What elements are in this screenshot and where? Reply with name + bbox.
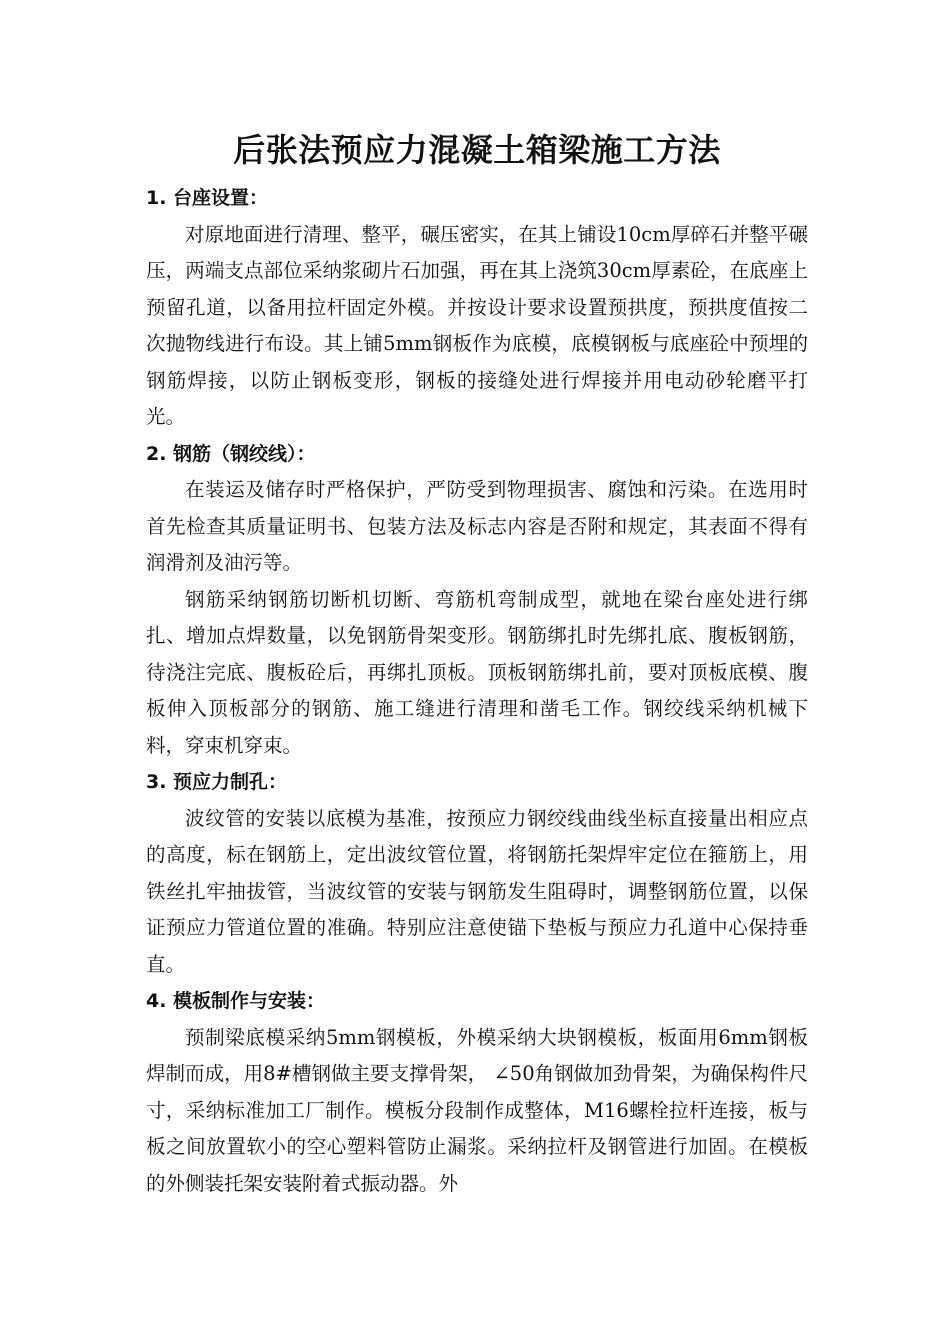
section-heading: 4. 模板制作与安装： [146,990,326,1012]
section-formwork [146,983,808,1202]
section-heading: 1. 台座设置： [146,187,269,209]
section-heading: 2. 钢筋（钢绞线）： [146,442,316,465]
document-page [146,126,808,1202]
document-title: 后张法预应力混凝土箱梁施工方法 [233,131,721,169]
section-pedestal-setup [146,180,808,436]
paragraph: 预制梁底模采纳5mm钢模板，外模采纳大块钢模板，板面用6mm钢板焊制而成，用8#槽钢做主要支撑骨架， ∠50角钢做加劲骨架，为确保构件尺寸，采纳标准加工厂制作。模板分段制作成整体，M16螺栓拉杆连接，板与板之间放置软小的空心塑料管防止漏浆。采纳拉杆及钢管进行加固。在模板的外侧装托架安装附着式振动器。外 [146,1025,808,1195]
paragraph: 波纹管的安装以底模为基准，按预应力钢绞线曲线坐标直接量出相应点的高度，标在钢筋上，定出波纹管位置，将钢筋托架焊牢定位在箍筋上，用铁丝扎牢抽拔管，当波纹管的安装与钢筋发生阻碍时，调整钢筋位置，以保证预应力管道位置的准确。特别应注意使锚下垫板与预应力孔道中心保持垂直。 [146,806,808,976]
paragraph: 钢筋采纳钢筋切断机切断、弯筋机弯制成型，就地在梁台座处进行绑扎、增加点焊数量，以免钢筋骨架变形。钢筋绑扎时先绑扎底、腹板钢筋，待浇注完底、腹板砼后，再绑扎顶板。顶板钢筋绑扎前，要对顶板底模、腹板伸入顶板部分的钢筋、施工缝进行清理和凿毛工作。钢绞线采纳机械下料，穿束机穿束。 [146,587,808,757]
section-heading: 3. 预应力制孔： [146,771,288,793]
section-rebar-strand [146,436,808,765]
section-prestress-ducts [146,764,808,983]
paragraph: 对原地面进行清理、整平，碾压密实，在其上铺设10cm厚碎石并整平碾压，两端支点部位采纳浆砌片石加强，再在其上浇筑30cm厚素砼，在底座上预留孔道，以备用拉杆固定外模。并按设计要求设置预拱度，预拱度值按二次抛物线进行布设。其上铺5mm钢板作为底模，底模钢板与底座砼中预埋的钢筋焊接，以防止钢板变形，钢板的接缝处进行焊接并用电动砂轮磨平打光。 [146,222,808,428]
paragraph: 在装运及储存时严格保护，严防受到物理损害、腐蚀和污染。在选用时首先检查其质量证明书、包装方法及标志内容是否附和规定，其表面不得有润滑剂及油污等。 [146,478,808,574]
